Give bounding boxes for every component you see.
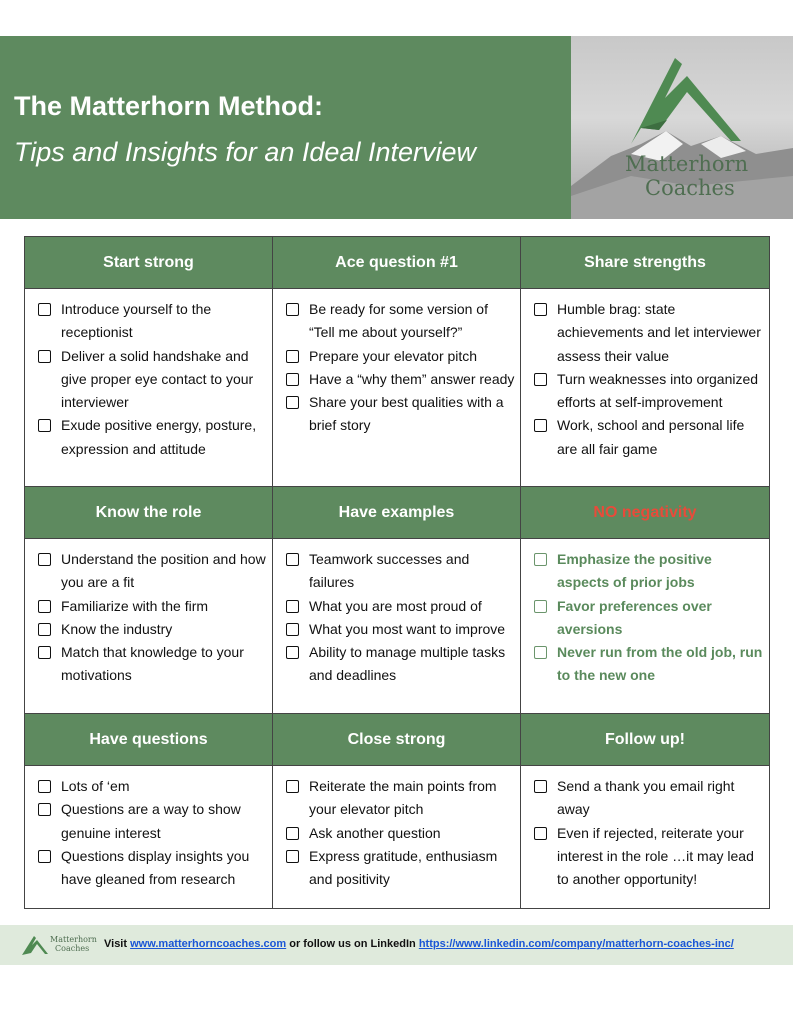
checklist-item-label: Familiarize with the firm — [61, 597, 209, 614]
section-list-have-questions — [25, 766, 273, 909]
checklist-item — [37, 845, 268, 892]
footer — [0, 925, 793, 965]
checkbox-icon[interactable] — [38, 553, 51, 566]
checklist-item — [285, 298, 516, 345]
section-heading-know-the-role: Know the role — [25, 487, 273, 539]
page-header — [0, 36, 793, 219]
checkbox-icon[interactable] — [534, 600, 547, 613]
checkbox-icon[interactable] — [286, 303, 299, 316]
checkbox-icon[interactable] — [286, 623, 299, 636]
checkbox-icon[interactable] — [534, 419, 547, 432]
checklist-item-label: Share your best qualities with a brief story — [309, 394, 504, 434]
checkbox-icon[interactable] — [38, 803, 51, 816]
section-heading-ace-question-1: Ace question #1 — [273, 237, 521, 289]
checklist-item-label: Send a thank you email right away — [557, 778, 735, 818]
section-heading-share-strengths: Share strengths — [521, 237, 769, 289]
checkbox-icon[interactable] — [38, 350, 51, 363]
page-subtitle: Tips and Insights for an Ideal Interview — [14, 137, 477, 167]
section-list-close-strong — [273, 766, 521, 909]
checklist-item — [285, 595, 516, 618]
checklist-item — [533, 414, 765, 461]
section-list-follow-up — [521, 766, 769, 909]
page-title: The Matterhorn Method: — [14, 91, 323, 121]
checklist-item-label: Be ready for some version of “Tell me about yourself?” — [309, 301, 488, 341]
linkedin-link[interactable]: https://www.linkedin.com/company/matterhorn-coaches-inc/ — [418, 938, 734, 950]
section-heading-have-examples: Have examples — [273, 487, 521, 539]
checkbox-icon[interactable] — [286, 600, 299, 613]
checklist-item-label: Know the industry — [61, 620, 173, 637]
section-list-start-strong — [25, 289, 273, 487]
checklist-item-label: Ask another question — [309, 824, 441, 841]
logo-text: Matterhorn — [625, 152, 749, 176]
section-list-share-strengths — [521, 289, 769, 487]
footer-text — [104, 938, 734, 950]
website-link[interactable]: www.matterhorncoaches.com — [130, 938, 287, 950]
checklist-item-label: Turn weaknesses into organized efforts at self-improvement — [557, 370, 759, 411]
checklist-item — [37, 595, 268, 618]
checklist-item-label: Questions display insights you have gleaned from research — [61, 847, 250, 888]
checkbox-icon[interactable] — [534, 646, 547, 659]
checkbox-icon[interactable] — [38, 303, 51, 316]
checklist-item — [533, 775, 765, 822]
checkbox-icon[interactable] — [38, 850, 51, 863]
checklist-item-label: Express gratitude, enthusiasm and positivity — [309, 847, 498, 888]
checkbox-icon[interactable] — [286, 646, 299, 659]
checkbox-icon[interactable] — [534, 373, 547, 386]
checklist-item-label: Even if rejected, reiterate your interest in the role …it may lead to another opportunity! — [557, 824, 754, 888]
checklist-item-label: Work, school and personal life are all fair game — [557, 417, 745, 457]
checkbox-icon[interactable] — [534, 827, 547, 840]
mountain-logo-icon — [20, 933, 50, 959]
checklist-item — [285, 368, 516, 391]
checklist-item-label: Humble brag: state achievements and let interviewer assess their value — [557, 301, 761, 364]
checklist-item — [37, 345, 268, 415]
checkbox-icon[interactable] — [534, 780, 547, 793]
checklist-item-label: What you are most proud of — [309, 597, 482, 614]
linkedin-label: or follow us on LinkedIn — [289, 938, 416, 950]
checkbox-icon[interactable] — [38, 419, 51, 432]
checklist-item — [285, 845, 516, 892]
footer-logo-text: Coaches — [55, 944, 90, 953]
footer-logo-text: Matterhorn — [50, 935, 97, 944]
checklist-item-label: Introduce yourself to the receptionist — [61, 301, 212, 341]
checkbox-icon[interactable] — [38, 600, 51, 613]
visit-label: Visit — [104, 938, 128, 950]
section-list-ace-question-1 — [273, 289, 521, 487]
logo-text: Coaches — [645, 176, 735, 200]
section-heading-close-strong: Close strong — [273, 714, 521, 766]
checklist-item-label: Deliver a solid handshake and give proper eye contact to your interviewer — [61, 347, 254, 411]
checklist-item — [285, 822, 516, 845]
checklist-item — [533, 641, 765, 688]
checkbox-icon[interactable] — [286, 396, 299, 409]
checklist-item — [37, 414, 268, 461]
checklist-item-label: Match that knowledge to your motivations — [61, 644, 244, 684]
checklist-item-label: Ability to manage multiple tasks and deadlines — [309, 644, 506, 684]
checklist-item-label: Never run from the old job, run to the new one — [557, 644, 763, 684]
checklist-item — [37, 298, 268, 345]
checklist-item — [37, 618, 268, 641]
checklist-item — [285, 641, 516, 688]
checklist-item — [533, 822, 765, 892]
section-list-know-the-role — [25, 539, 273, 714]
checklist-item — [533, 368, 765, 415]
checklist-item-label: Questions are a way to show genuine interest — [61, 801, 241, 841]
section-heading-follow-up: Follow up! — [521, 714, 769, 766]
checklist-item — [37, 775, 268, 798]
checklist-item — [285, 345, 516, 368]
checkbox-icon[interactable] — [286, 850, 299, 863]
checklist-item — [285, 391, 516, 438]
checklist-item-label: Have a “why them” answer ready — [309, 370, 515, 387]
checkbox-icon[interactable] — [534, 553, 547, 566]
section-heading-have-questions: Have questions — [25, 714, 273, 766]
checkbox-icon[interactable] — [286, 553, 299, 566]
checkbox-icon[interactable] — [286, 350, 299, 363]
checklist-item — [37, 548, 268, 595]
checklist-item-label: Lots of ‘em — [61, 778, 130, 794]
checkbox-icon[interactable] — [38, 780, 51, 793]
footer-logo — [20, 933, 97, 959]
checkbox-icon[interactable] — [38, 646, 51, 659]
brand-logo — [571, 36, 793, 219]
checklist-item — [285, 548, 516, 595]
tips-grid — [24, 236, 770, 909]
checklist-item — [533, 298, 765, 368]
section-heading-start-strong: Start strong — [25, 237, 273, 289]
checklist-item — [37, 798, 268, 845]
checkbox-icon[interactable] — [286, 827, 299, 840]
checklist-item — [285, 618, 516, 641]
section-list-no-negativity — [521, 539, 769, 714]
checklist-item-label: Teamwork successes and failures — [309, 551, 470, 591]
checklist-item — [533, 548, 765, 595]
checklist-item-label: Exude positive energy, posture, expression and attitude — [61, 417, 257, 457]
checkbox-icon[interactable] — [286, 780, 299, 793]
checklist-item — [533, 595, 765, 642]
section-list-have-examples — [273, 539, 521, 714]
checklist-item-label: Reiterate the main points from your elevator pitch — [309, 778, 497, 818]
checklist-item-label: Favor preferences over aversions — [557, 597, 712, 637]
checkbox-icon[interactable] — [286, 373, 299, 386]
checklist-item-label: Emphasize the positive aspects of prior jobs — [557, 551, 712, 591]
section-heading-no-negativity: NO negativity — [521, 487, 769, 539]
checkbox-icon[interactable] — [38, 623, 51, 636]
checklist-item-label: Understand the position and how you are a fit — [61, 551, 266, 591]
checklist-item — [285, 775, 516, 822]
title-banner — [0, 36, 571, 219]
checklist-item-label: What you most want to improve — [309, 620, 506, 637]
checklist-item — [37, 641, 268, 688]
checklist-item-label: Prepare your elevator pitch — [309, 347, 478, 364]
checkbox-icon[interactable] — [534, 303, 547, 316]
